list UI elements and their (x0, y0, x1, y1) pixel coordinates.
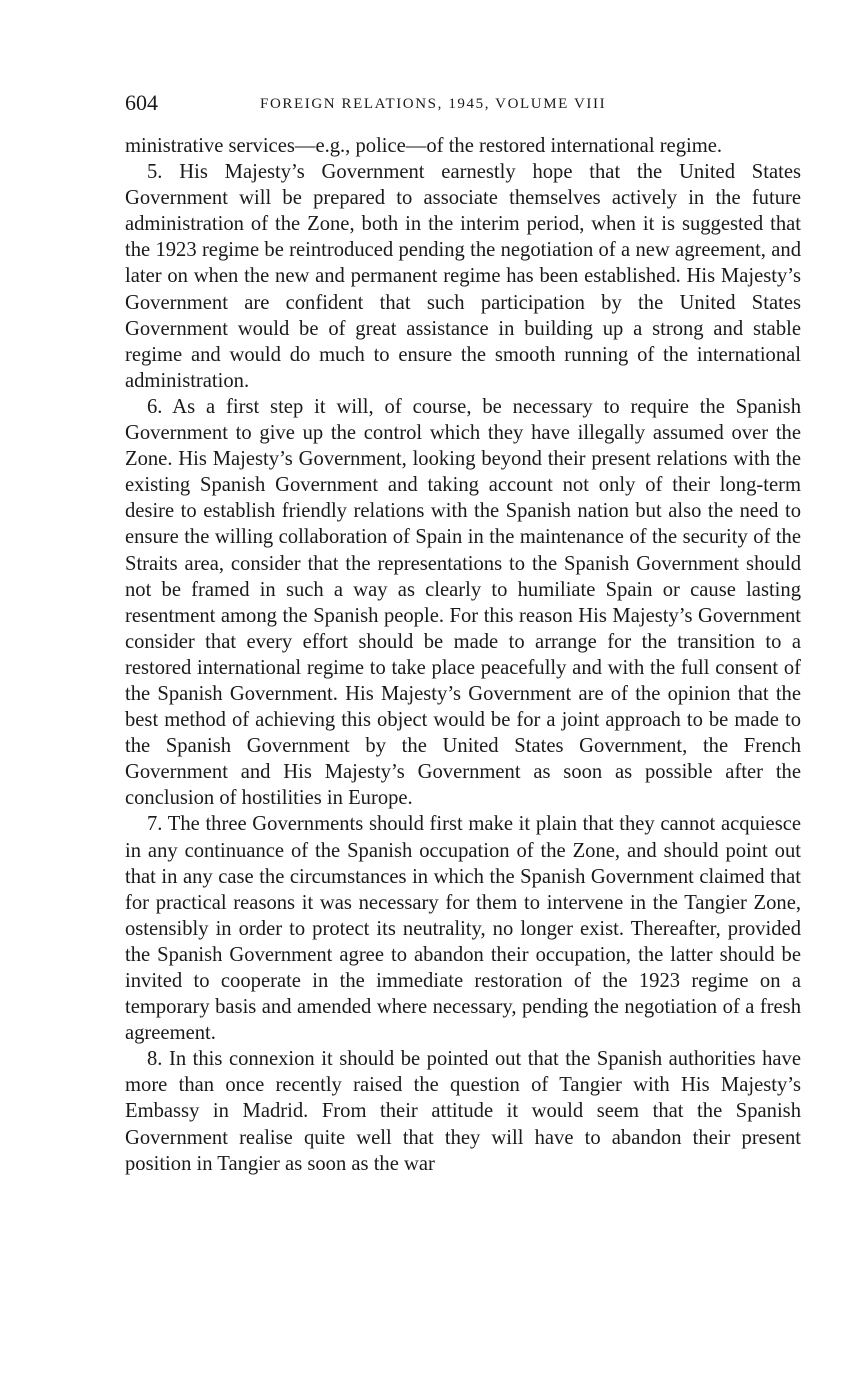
paragraph-5: 5. His Majesty’s Government earnestly hope that the United States Government will be prepared to associate themselves actively in the future administration of the Zone, both in the interim period, when it is suggested that the 1923 regime be reintroduced pending the negotiation of a new agreement, and later on when the new and permanent regime has been established. His Majesty’s Government are confident that such participation by the United States Government would be of great assistance in building up a strong and stable regime and would do much to ensure the smooth running of the international administration. (125, 161, 801, 392)
body-text (125, 133, 801, 1177)
page-number: 604 (125, 90, 158, 115)
page-header (125, 88, 801, 120)
document-page (125, 88, 801, 1177)
paragraph-6: 6. As a first step it will, of course, be necessary to require the Spanish Government to give up the control which they have illegally assumed over the Zone. His Majesty’s Government, looking beyond their present relations with the existing Spanish Government and taking account not only of their long-term desire to establish friendly relations with the Spanish nation but also the need to ensure the willing collaboration of Spain in the maintenance of the security of the Straits area, consider that the representations to the Spanish Government should not be framed in such a way as clearly to humiliate Spain or cause lasting resentment among the Spanish people. For this reason His Majesty’s Government consider that every effort should be made to arrange for the transition to a restored international regime to take place peacefully and with the full consent of the Spanish Government. His Majesty’s Government are of the opinion that the best method of achieving this object would be for a joint approach to be made to the Spanish Government by the United States Government, the French Government and His Majesty’s Government as soon as possible after the conclusion of hostilities in Europe. (125, 395, 801, 810)
paragraph-7: 7. The three Governments should first make it plain that they cannot acquiesce in any continuance of the Spanish occupation of the Zone, and should point out that in any case the circumstances in which the Spanish Government claimed that for practical reasons it was necessary for them to intervene in the Tangier Zone, ostensibly in order to protect its neutrality, no longer exist. Thereafter, provided the Spanish Government agree to abandon their occupation, the latter should be invited to cooperate in the immediate restoration of the 1923 regime on a temporary basis and amended where necessary, pending the negotiation of a fresh agreement. (125, 813, 801, 1045)
paragraph-continuation: ministrative services—e.g., police—of the restored international regime. (125, 135, 723, 157)
running-head: FOREIGN RELATIONS, 1945, VOLUME VIII (260, 96, 607, 112)
paragraph-8: 8. In this connexion it should be pointed out that the Spanish authorities have more than once recently raised the question of Tangier with His Majesty’s Embassy in Madrid. From their attitude it would seem that the Spanish Government realise quite well that they will have to abandon their present position in Tangier as soon as the war (125, 1048, 801, 1175)
